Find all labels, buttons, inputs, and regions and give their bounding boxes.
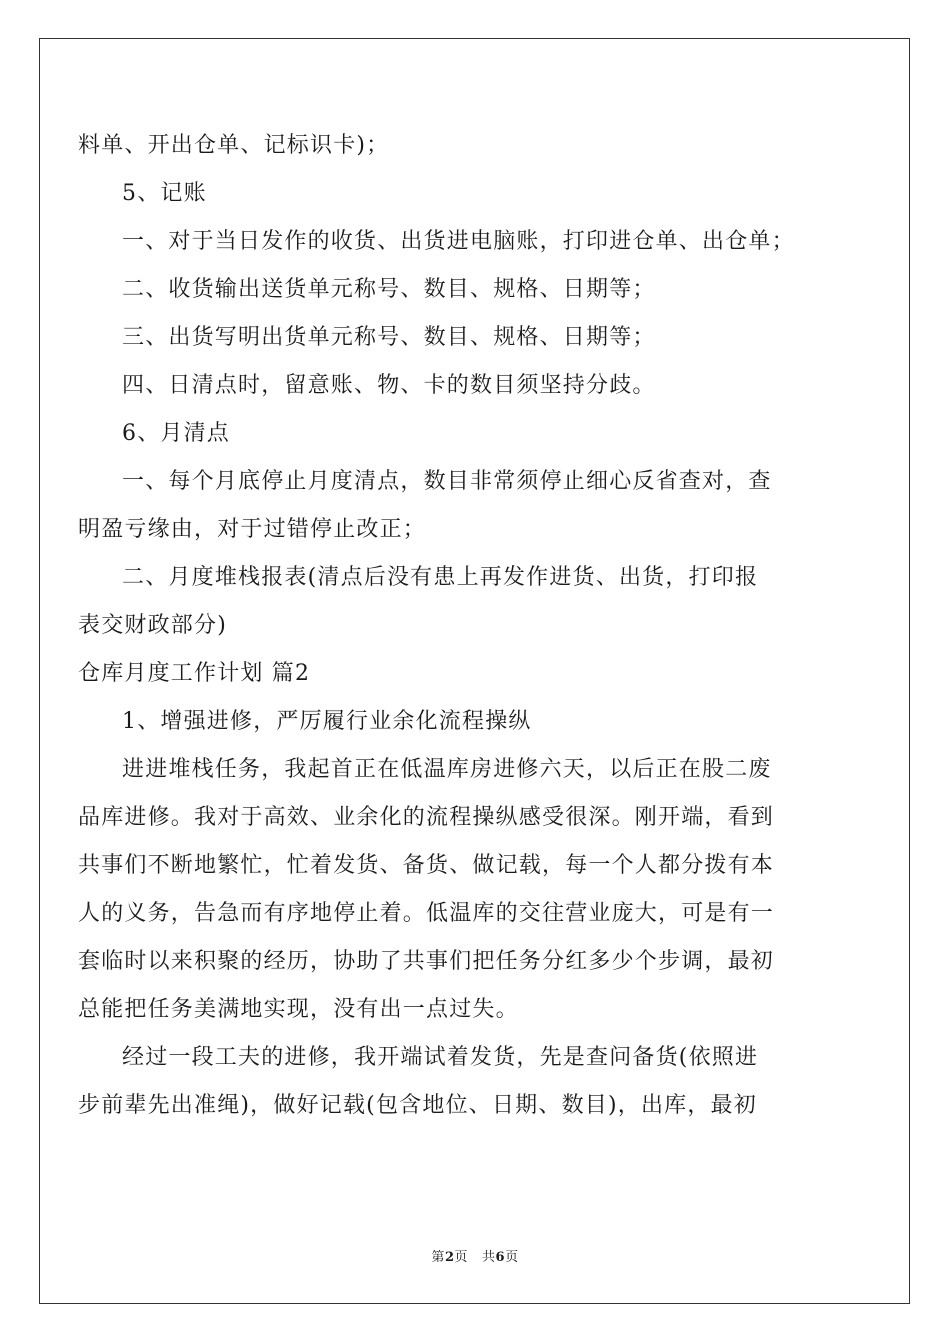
current-page-number: 2	[444, 1250, 455, 1265]
text-line: 套临时以来积聚的经历，协助了共事们把任务分红多少个步调，最初	[78, 949, 775, 974]
text-line: 明盈亏缘由，对于过错停止改正；	[78, 517, 427, 542]
total-label-prefix: 共	[482, 1250, 496, 1265]
text-line: 二、月度堆栈报表(清点后没有患上再发作进货、出货，打印报	[122, 565, 759, 590]
text-line: 料单、开出仓单、记标识卡)；	[78, 133, 390, 158]
text-line: 表交财政部分)	[78, 613, 227, 638]
text-line: 共事们不断地繁忙，忙着发货、备货、做记载，每一个人都分拨有本	[78, 853, 775, 878]
page-footer	[0, 1246, 950, 1265]
text-line: 经过一段工夫的进修，我开端试着发货，先是查问备货(依照进	[122, 1045, 759, 1070]
text-line: 5、记账	[122, 181, 207, 206]
text-line: 二、收货输出送货单元称号、数目、规格、日期等；	[122, 277, 656, 302]
text-line: 人的义务，告急而有序地停止着。低温库的交往营业庞大，可是有一	[78, 901, 775, 926]
total-label-suffix: 页	[505, 1250, 519, 1265]
text-line: 1、增强进修，严厉履行业余化流程操纵	[122, 709, 532, 734]
text-line: 一、每个月底停止月度清点，数目非常须停止细心反省查对，查	[122, 469, 772, 494]
text-line: 仓库月度工作计划 篇2	[78, 661, 311, 686]
total-page-count: 6	[495, 1250, 506, 1265]
text-line: 四、日清点时，留意账、物、卡的数目须坚持分歧。	[122, 373, 656, 398]
document-body	[78, 122, 848, 1130]
page-label-prefix: 第	[431, 1250, 445, 1265]
text-line: 品库进修。我对于高效、业余化的流程操纵感受很深。刚开端，看到	[78, 805, 775, 830]
page-label-suffix: 页	[454, 1250, 468, 1265]
text-line: 总能把任务美满地实现，没有出一点过失。	[78, 997, 519, 1022]
text-line: 步前辈先出准绳)，做好记载(包含地位、日期、数目)，出库，最初	[78, 1093, 757, 1118]
text-line: 进进堆栈任务，我起首正在低温库房进修六天，以后正在股二废	[122, 757, 772, 782]
text-line: 一、对于当日发作的收货、出货进电脑账，打印进仓单、出仓单；	[122, 229, 795, 254]
text-line: 6、月清点	[122, 421, 230, 446]
text-line: 三、出货写明出货单元称号、数目、规格、日期等；	[122, 325, 656, 350]
